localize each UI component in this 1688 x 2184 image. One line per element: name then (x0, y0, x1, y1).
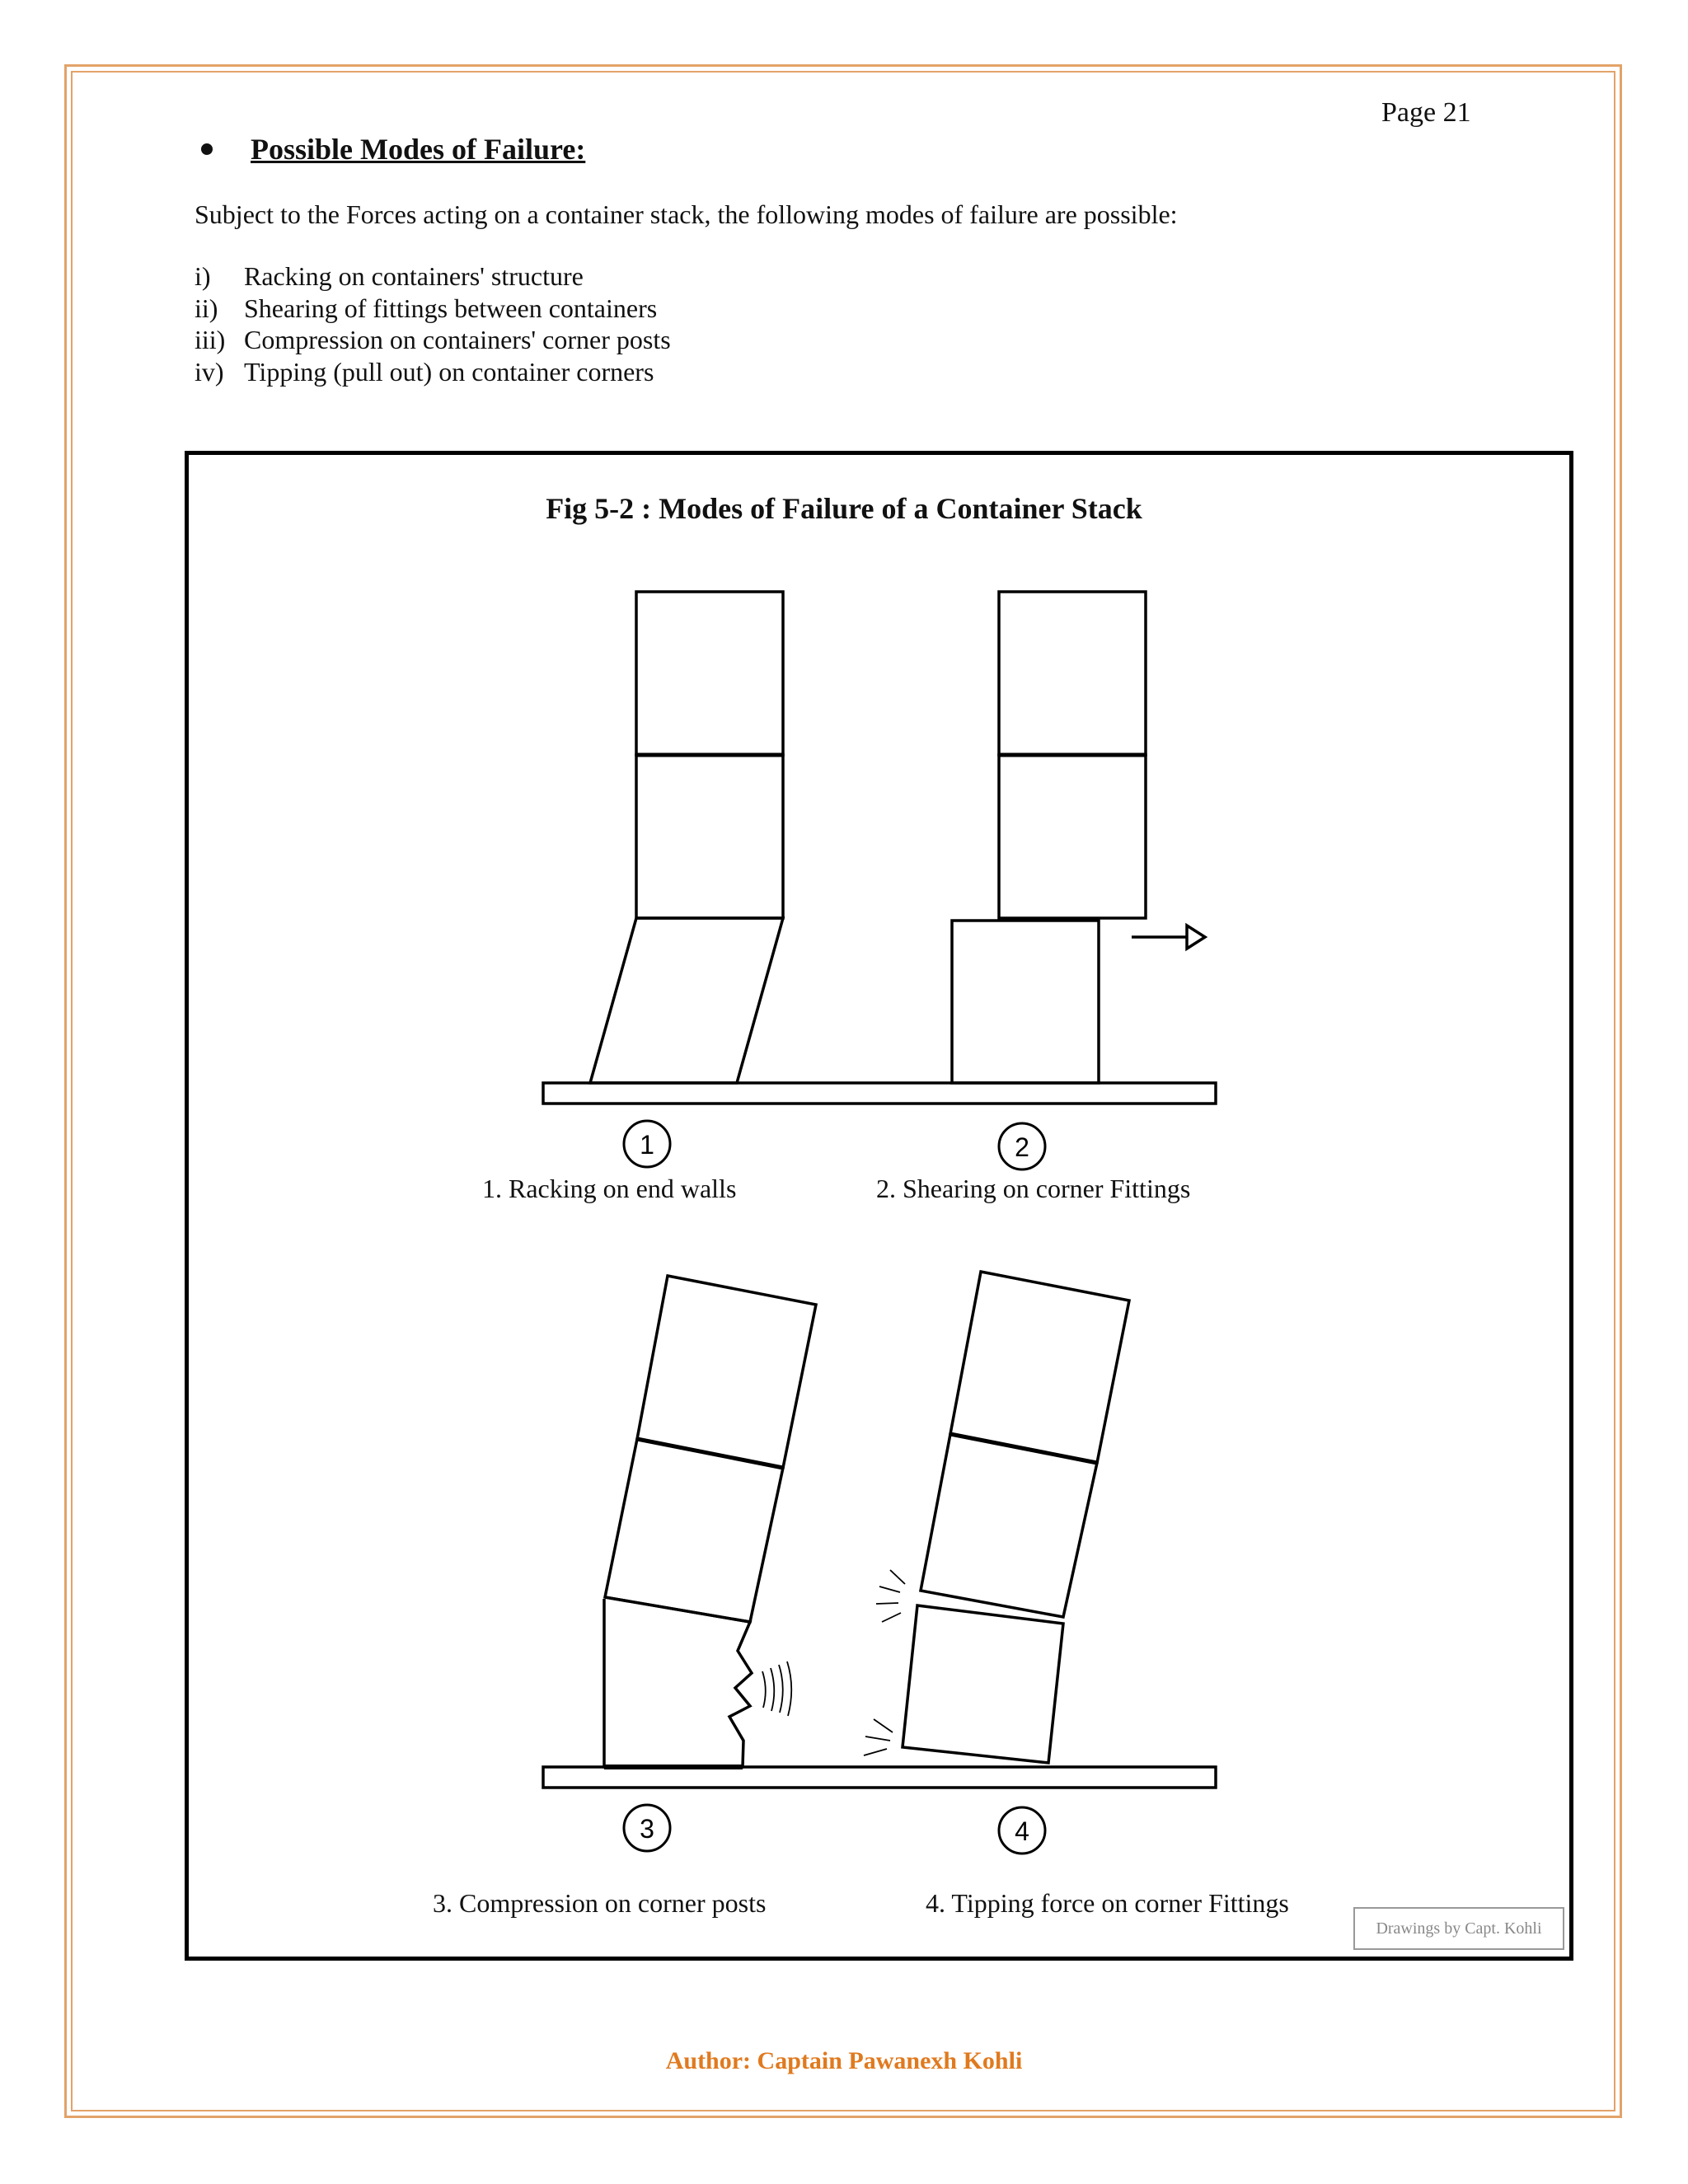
container-middle (999, 755, 1146, 918)
figure-title: Fig 5-2 : Modes of Failure of a Container Stack (546, 492, 1142, 525)
compression-drawing (604, 1276, 816, 1767)
container-top (637, 1276, 816, 1468)
ground-platform-top (543, 1083, 1216, 1104)
container-top (636, 592, 783, 755)
list-item-text: Tipping (pull out) on container corners (244, 356, 654, 387)
drawing-credit: Drawings by Capt. Kohli (1353, 1907, 1564, 1950)
caption-2: 2. Shearing on corner Fittings (876, 1174, 1191, 1203)
container-joint (637, 1439, 783, 1468)
container-top (950, 1272, 1129, 1463)
stress-lines-icon (864, 1570, 905, 1755)
container-middle (921, 1434, 1097, 1617)
list-item-number: iv) (195, 356, 224, 387)
container-middle (636, 755, 783, 918)
racked-container (590, 918, 783, 1083)
force-arrow-icon (1187, 926, 1205, 949)
tipped-container (903, 1605, 1063, 1763)
intro-paragraph: Subject to the Forces acting on a container stack, the following modes of failure are possible: (195, 199, 1178, 229)
page-number: Page 21 (1381, 97, 1471, 128)
list-item-number: iii) (195, 325, 226, 354)
marker-label-4: 4 (1015, 1816, 1029, 1846)
section-heading-text: Possible Modes of Failure: (251, 133, 586, 166)
marker-circles (624, 1121, 1045, 1854)
list-item-number: ii) (195, 293, 218, 323)
list-item-text: Compression on containers' corner posts (244, 325, 671, 354)
container-middle (605, 1439, 783, 1622)
author-footer: Author: Captain Pawanexh Kohli (665, 2047, 1023, 2074)
marker-label-3: 3 (640, 1814, 654, 1844)
stress-lines-icon (762, 1661, 791, 1716)
list-item-number: i) (195, 261, 211, 291)
marker-label-2: 2 (1015, 1132, 1029, 1162)
list-item-text: Racking on containers' structure (244, 261, 584, 291)
caption-1: 1. Racking on end walls (482, 1174, 737, 1203)
marker-label-1: 1 (640, 1130, 654, 1160)
caption-3: 3. Compression on corner posts (433, 1888, 767, 1918)
container-joint (950, 1434, 1097, 1463)
list-item-text: Shearing of fittings between containers (244, 293, 658, 323)
tipping-drawing (864, 1272, 1129, 1763)
caption-4: 4. Tipping force on corner Fittings (926, 1888, 1289, 1918)
shearing-drawing (952, 592, 1205, 1083)
ground-platform-bottom (543, 1767, 1216, 1788)
container-top (999, 592, 1146, 755)
crushed-container (604, 1597, 752, 1767)
sheared-container (952, 921, 1099, 1083)
racking-drawing (590, 592, 783, 1083)
